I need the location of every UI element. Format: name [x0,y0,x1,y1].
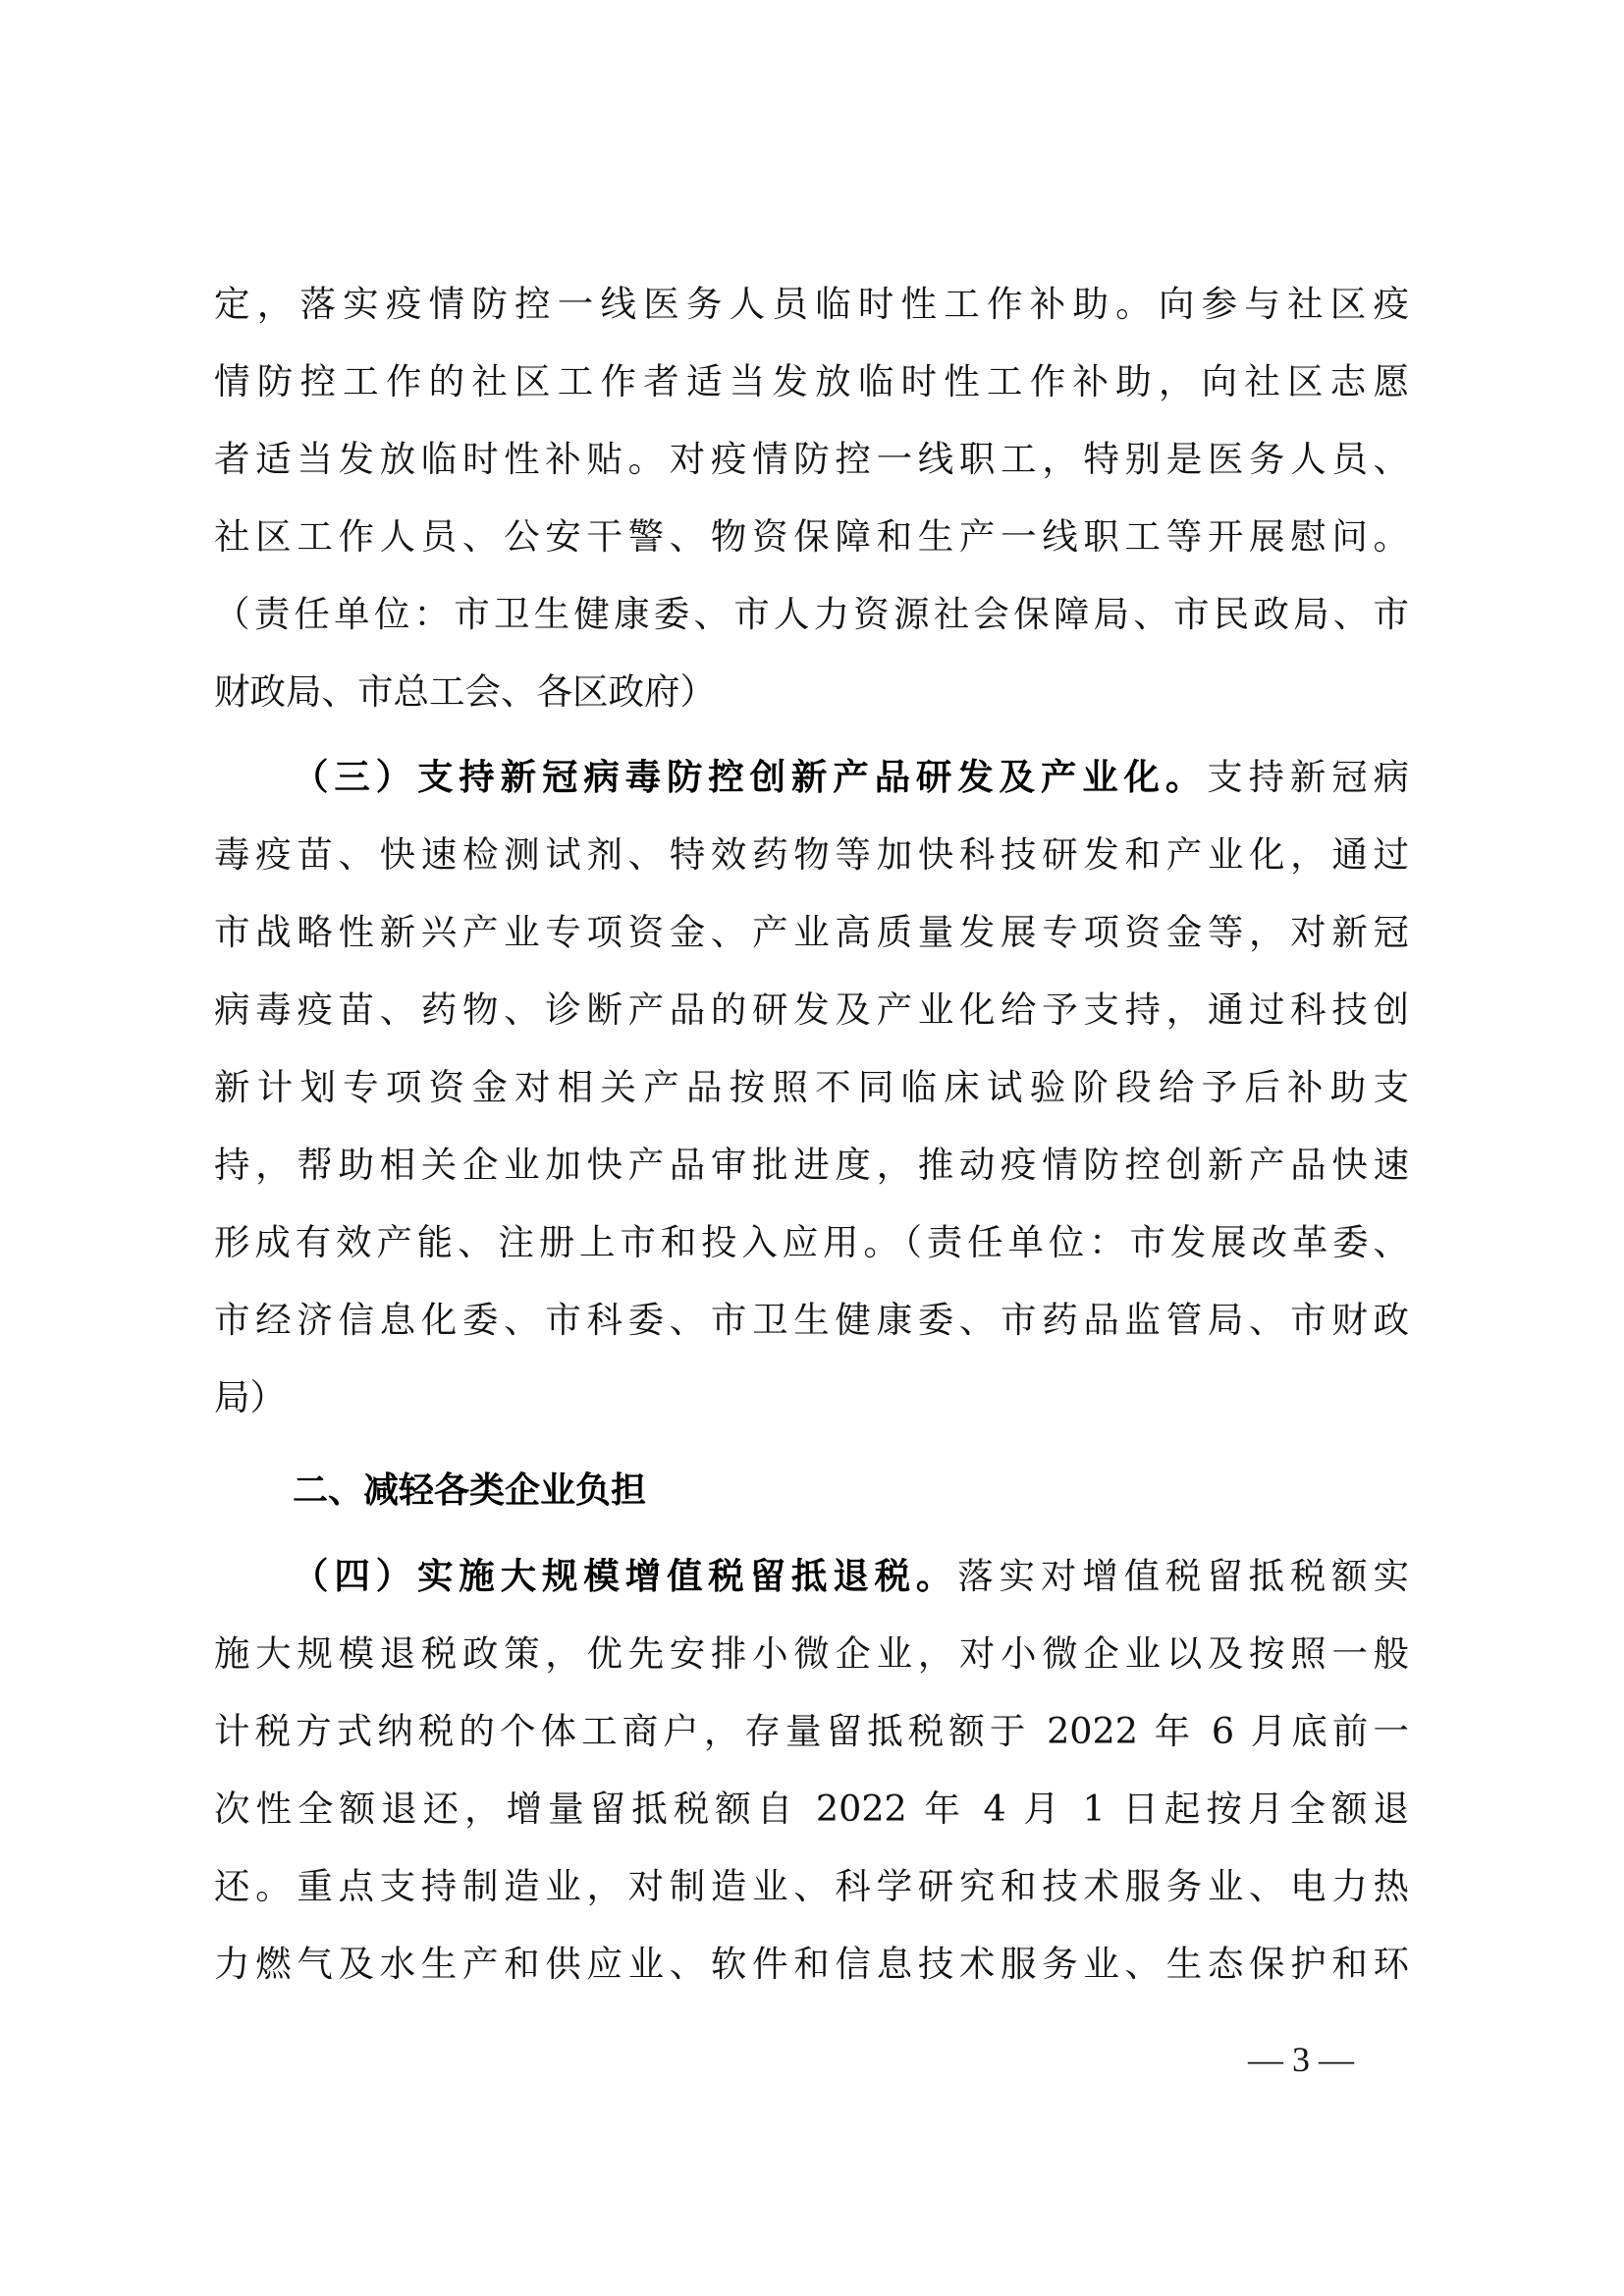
paragraph-line: 定，落实疫情防控一线医务人员临时性工作补助。向参与社区疫 [214,283,1409,325]
section-heading: 二、减轻各类企业负担 [293,1470,647,1511]
paragraph-line: 施大规模退税政策，优先安排小微企业，对小微企业以及按照一般 [214,1632,1409,1675]
responsible-units-line: （责任单位：市卫生健康委、市人力资源社会保障局、市民政局、市 [214,593,1409,635]
paragraph-line: 形成有效产能、注册上市和投入应用。（责任单位：市发展改革委、 [214,1221,1409,1263]
paragraph-line: 情防控工作的社区工作者适当发放临时性工作补助，向社区志愿 [214,360,1409,402]
responsible-units-line: 财政局、市总工会、各区政府） [214,670,716,713]
paragraph-line: 持，帮助相关企业加快产品审批进度，推动疫情防控创新产品快速 [214,1144,1409,1186]
paragraph-line: 还。重点支持制造业，对制造业、科学研究和技术服务业、电力热 [214,1865,1409,1907]
paragraph-line: 新计划专项资金对相关产品按照不同临床试验阶段给予后补助支 [214,1066,1409,1108]
item-4-first-line [293,1555,1409,1598]
paragraph-line: 计税方式纳税的个体工商户，存量留抵税额于 2022 年 6 月底前一 [214,1710,1409,1752]
paragraph-line: 病毒疫苗、药物、诊断产品的研发及产业化给予支持，通过科技创 [214,988,1409,1031]
paragraph-line: 毒疫苗、快速检测试剂、特效药物等加快科技研发和产业化，通过 [214,833,1409,876]
paragraph-line: 力燃气及水生产和供应业、软件和信息技术服务业、生态保护和环 [214,1943,1409,1985]
paragraph-line: 次性全额退还，增量留抵税额自 2022 年 4 月 1 日起按月全额退 [214,1788,1409,1830]
item-3-first-line [293,756,1409,799]
paragraph-line: 者适当发放临时性补贴。对疫情防控一线职工，特别是医务人员、 [214,438,1409,480]
paragraph-line: 市战略性新兴产业专项资金、产业高质量发展专项资金等，对新冠 [214,911,1409,953]
item-4-title: （四）实施大规模增值税留抵退税。 [293,1555,958,1597]
paragraph-line: 社区工作人员、公安干警、物资保障和生产一线职工等开展慰问。 [214,515,1409,558]
paragraph-line: 市经济信息化委、市科委、市卫生健康委、市药品监管局、市财政 [214,1299,1409,1341]
paragraph-line: 局） [214,1376,286,1418]
page-number: — 3 — [1248,2040,1354,2079]
item-4-text: 落实对增值税留抵税额实 [957,1555,1410,1597]
item-3-title: （三）支持新冠病毒防控创新产品研发及产业化。 [293,756,1208,798]
item-3-text: 支持新冠病 [1207,756,1410,798]
